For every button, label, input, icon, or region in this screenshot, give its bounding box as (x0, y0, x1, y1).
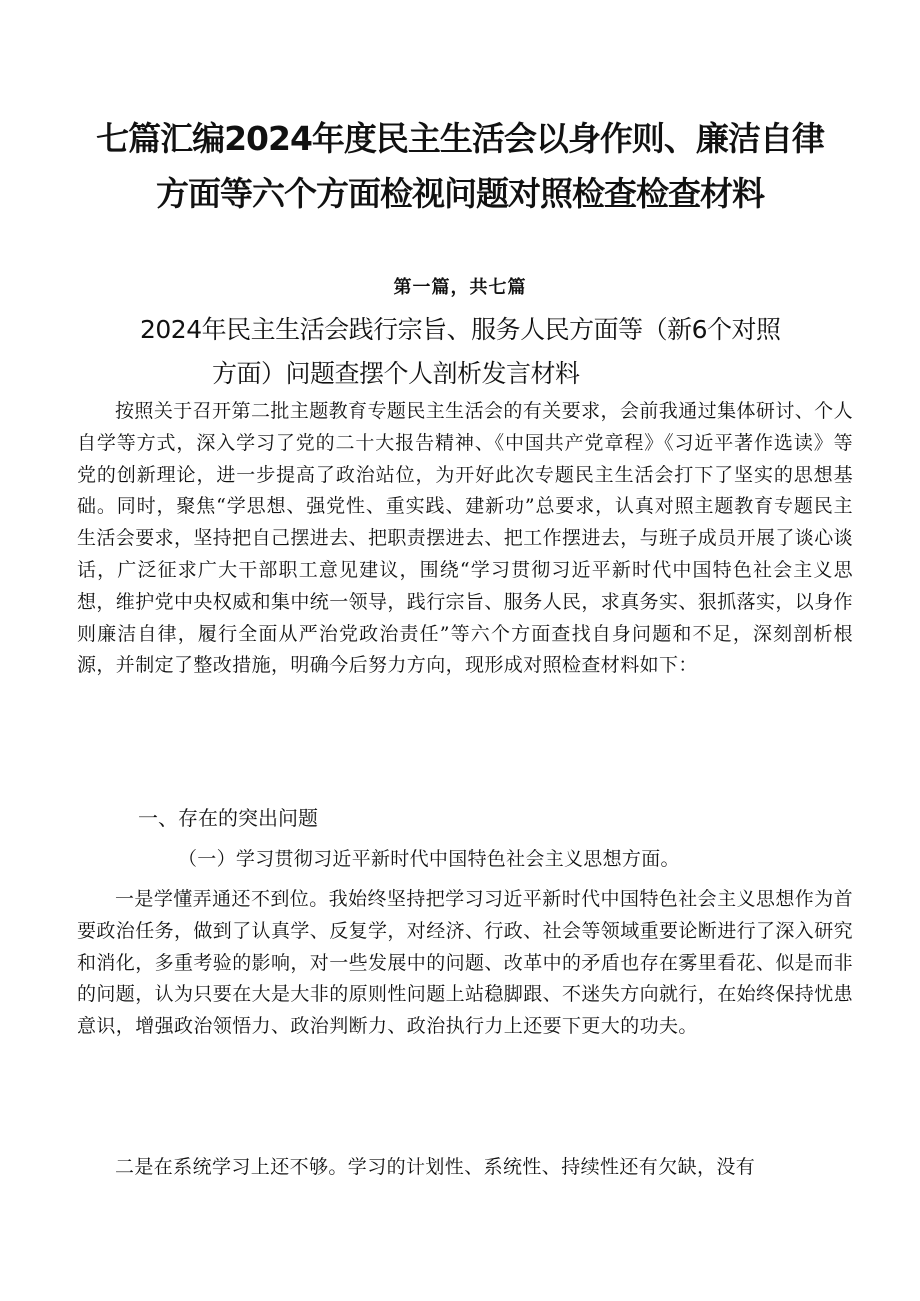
subtitle-line-2: 方面）问题查摆个人剖析发言材料 (212, 359, 580, 388)
subsection-heading: （一）学习贯彻习近平新时代中国特色社会主义思想方面。 (178, 848, 680, 870)
part-label: 第一篇，共七篇 (393, 277, 527, 298)
document-title-line-2: 方面等六个方面检视问题对照检查检查材料 (156, 174, 764, 213)
document-title-line-1: 七篇汇编2024年度民主生活会以身作则、廉洁自律 (96, 119, 824, 158)
body-paragraph: 一是学懂弄通还不到位。我始终坚持把学习习近平新时代中国特色社会主义思想作为首要政治任务，做到了认真学、反复学，对经济、行政、社会等领域重要论断进行了深入研究和消化，多重考验的影响，对一些发展中的问题、改革中的矛盾也存在雾里看花、似是而非的问题，认为只要在大是大非的原则性问题上站稳脚跟、不迷失方向就行，在始终保持忧患意识，增强政治领悟力、政治判断力、政治执行力上还要下更大的功夫。 (77, 888, 853, 1038)
subtitle-line-1: 2024年民主生活会践行宗旨、服务人民方面等（新6个对照 (140, 315, 781, 344)
body-paragraph: 二是在系统学习上还不够。学习的计划性、系统性、持续性还有欠缺，没有 (115, 1156, 756, 1178)
intro-paragraph: 按照关于召开第二批主题教育专题民主生活会的有关要求，会前我通过集体研讨、个人自学等方式，深入学习了党的二十大报告精神、《中国共产党章程》《习近平著作选读》等党的创新理论，进一步提高了政治站位，为开好此次专题民主生活会打下了坚实的思想基础。同时，聚焦“学思想、强党性、重实践、建新功”总要求，认真对照主题教育专题民主生活会要求，坚持把自己摆进去、把职责摆进去、把工作摆进去，与班子成员开展了谈心谈话，广泛征求广大干部职工意见建议，围绕“学习贯彻习近平新时代中国特色社会主义思想，维护党中央权威和集中统一领导，践行宗旨、服务人民，求真务实、狠抓落实，以身作则廉洁自律，履行全面从严治党政治责任”等六个方面查找自身问题和不足，深刻剖析根源，并制定了整改措施，明确今后努力方向，现形成对照检查材料如下： (77, 400, 853, 677)
section-heading: 一、存在的突出问题 (138, 806, 318, 830)
